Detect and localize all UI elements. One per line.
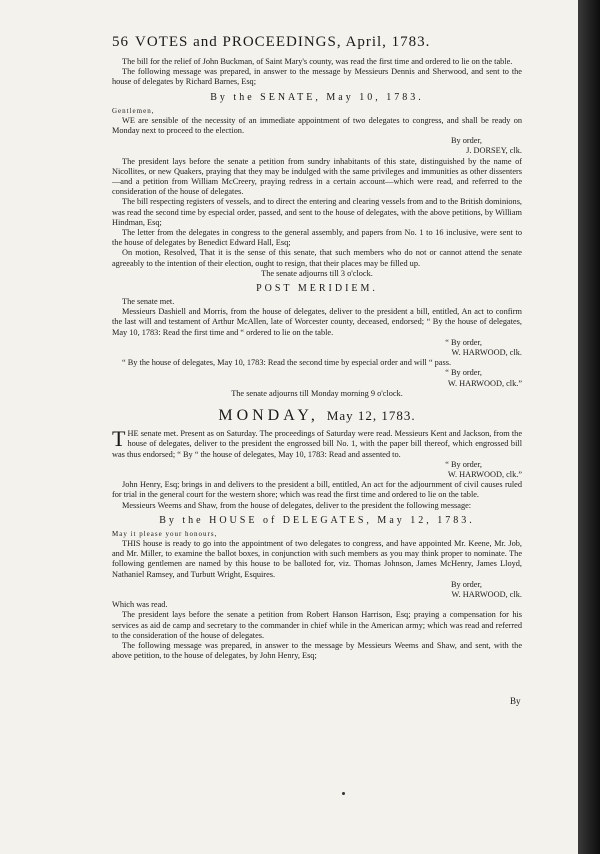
day-date: May 12, 1783.: [326, 408, 416, 424]
scan-border: [578, 0, 600, 854]
page-number: 56: [112, 34, 129, 50]
page-header: [112, 34, 522, 51]
clerk-signature: W. HARWOOD, clk.”: [447, 378, 522, 388]
paragraph: Which was read.: [112, 600, 168, 610]
section-heading: By the SENATE, May 10, 1783.: [210, 91, 424, 103]
paragraph: The senate met.: [122, 297, 175, 307]
paragraph: The president lays before the senate a petition from Robert Hanson Harrison, Esq; praying a compensation for his services as aid de camp and secretary to the commander in chief while in the American army; which was read and referred to the consideration of the house of delegates.: [112, 610, 522, 640]
running-title: VOTES and PROCEEDINGS, April, 1783.: [135, 34, 431, 50]
clerk-signature: W. HARWOOD, clk.: [451, 589, 522, 599]
paragraph: “ By the house of delegates, May 10, 1783: Read the second time by especial order and will “ pass.: [122, 358, 452, 368]
by-order-line: “ By order,: [445, 368, 482, 378]
adjournment-line: The senate adjourns till Monday morning 9 o'clock.: [231, 388, 403, 398]
day-heading: [112, 407, 522, 425]
clerk-signature: W. HARWOOD, clk.”: [447, 469, 522, 479]
page-content: [112, 34, 522, 661]
paragraph: WE are sensible of the necessity of an immediate appointment of two delegates to congress, and shall be ready on Monday next to proceed to the election.: [112, 115, 522, 136]
clerk-signature: J. DORSEY, clk.: [466, 146, 522, 156]
paragraph: Messieurs Weems and Shaw, from the house of delegates, deliver to the president the following message:: [122, 500, 472, 510]
drop-cap: T: [112, 426, 126, 452]
paragraph: On motion, Resolved, That it is the sense of this senate, that such members who do not or cannot attend the senate agreeably to the intention of their election, ought to resign, that their places may be filled up.: [112, 248, 522, 268]
salutation: Gentlemen,: [112, 106, 155, 115]
paragraph: The following message was prepared, in answer to the message by Messieurs Weems and Shaw, and sent, with the above petition, to the house of delegates, by John Henry, Esq;: [112, 640, 522, 661]
paragraph: Messieurs Dashiell and Morris, from the house of delegates, deliver to the president a bill, entitled, An act to confirm the last will and testament of Arthur McAllen, late of Worcester county, deceased, endorsed; “ By the house of delegates, May 10, 1783: Read the first time and “ ordered to lie on the table.: [112, 307, 522, 337]
adjournment-line: The senate adjourns till 3 o'clock.: [261, 268, 373, 278]
by-order-line: By order,: [450, 579, 482, 589]
paragraph-text: HE senate met. Present as on Saturday. The proceedings of Saturday were read. Messieurs Kent and Jackson, from the house of delegates, deliver to the president the engrossed bill No. 1, with the paper bill thereof, which engrossed bill was thus endorsed; “ By “ the house of delegates, May 10, 1783: Read and assented to.: [112, 429, 522, 459]
paragraph: [112, 426, 522, 460]
paragraph: The letter from the delegates in congress to the general assembly, and papers from No. 1 to 16 inclusive, were sent to the house of delegates by Benedict Edward Hall, Esq;: [112, 228, 522, 248]
by-order-line: By order,: [450, 136, 482, 146]
paragraph: The bill respecting registers of vessels, and to direct the entering and clearing vessels from and to the British dominions, was read the second time by especial order, passed, and sent to the house of delegates, with the above petitions, by William Hindman, Esq;: [112, 197, 522, 227]
by-order-line: “ By order,: [445, 337, 482, 347]
paragraph: The following message was prepared, in answer to the message by Messieurs Dennis and Sherwood, and sent to the house of delegates by Richard Barnes, Esq;: [112, 67, 522, 87]
paragraph: THIS house is ready to go into the appointment of two delegates to congress, and have appointed Mr. Keene, Mr. Job, and Mr. Miller, to examine the ballot boxes, in conjunction with such members as you may think proper to nominate. The following gentlemen are named by this house to be balloted for, viz. Thomas Johnson, James McHenry, James Lloyd, Nathaniel Ramsey, and Turbutt Wright, Esquires.: [112, 538, 522, 579]
by-order-line: “ By order,: [445, 459, 482, 469]
section-heading: POST MERIDIEM.: [256, 283, 378, 295]
salutation: May it please your honours,: [112, 529, 218, 538]
ink-spot: [342, 792, 345, 795]
paragraph: The bill for the relief of John Buckman, of Saint Mary's county, was read the first time and ordered to lie on the table.: [122, 57, 513, 66]
paragraph: John Henry, Esq; brings in and delivers to the president a bill, entitled, An act for the adjournment of civil causes ruled for trial in the general court for the western shore; which was read the first time and ordered to lie on the table.: [112, 480, 522, 500]
section-heading: By the HOUSE of DELEGATES, May 12, 1783.: [159, 514, 475, 526]
catchword: By: [510, 696, 521, 706]
document-body: [112, 57, 522, 661]
day-name: MONDAY,: [218, 407, 319, 425]
clerk-signature: W. HARWOOD, clk.: [451, 348, 522, 358]
paragraph: The president lays before the senate a petition from sundry inhabitants of this state, distinguished by the name of Nicollites, or new Quakers, praying that they may be indulged with the same privileges and immunities as other dissenters—and a petition from William McCreery, praying redress in a certain account—which were read, and referred to the consideration of the house of delegates.: [112, 156, 522, 197]
